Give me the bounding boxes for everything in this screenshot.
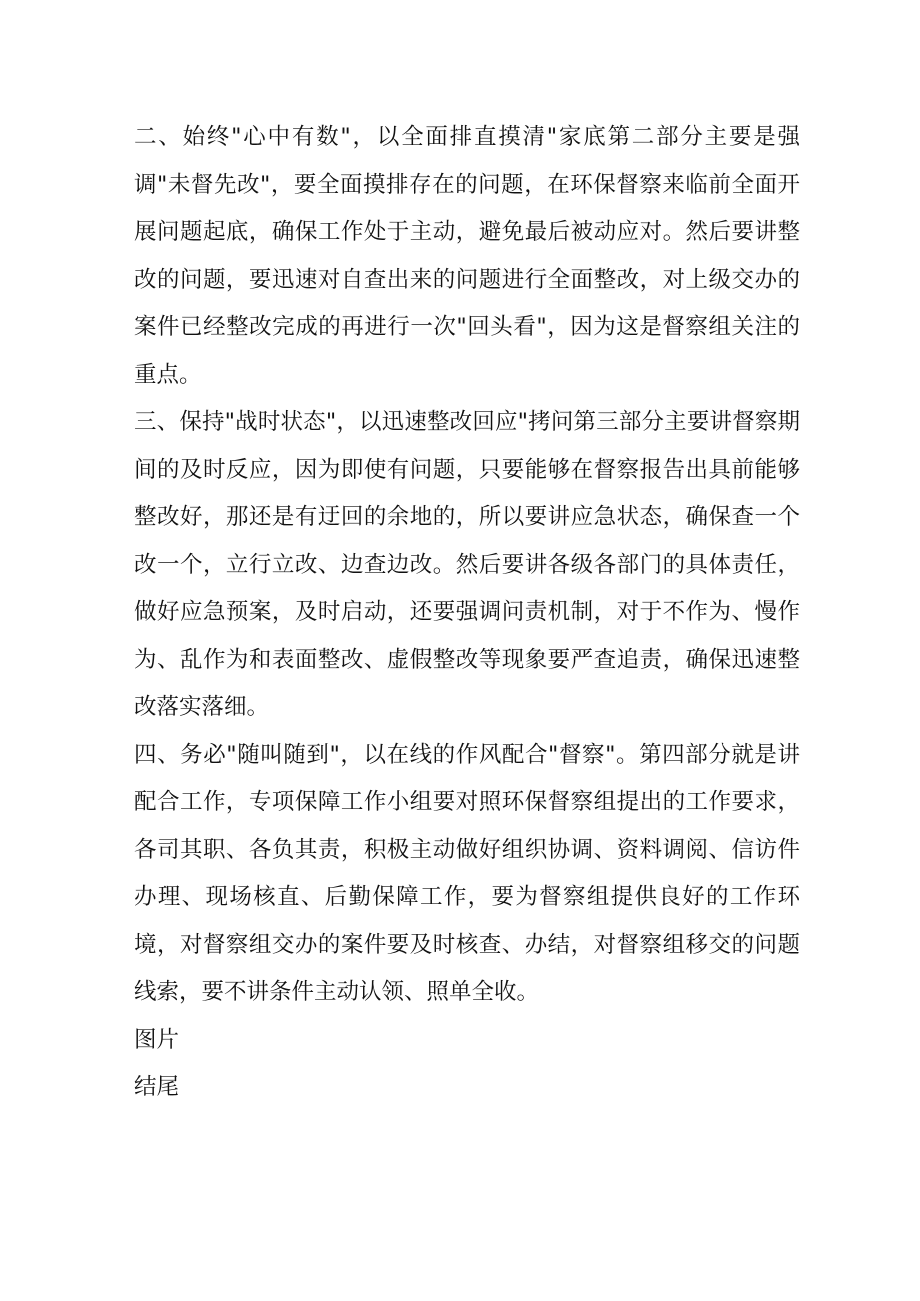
paragraph-section-two: 二、始终"心中有数"，以全面排直摸清"家底第二部分主要是强调"未督先改"，要全面摸排存在的问题，在环保督察来临前全面开展问题起底，确保工作处于主动，避免最后被动应对。然后要讲整改的问题，要迅速对自查出来的问题进行全面整改，对上级交办的案件已经整改完成的再进行一次"回头看"，因为这是督察组关注的重点。 [134,124,800,388]
ending-label: 结尾 [134,1074,180,1100]
image-label: 图片 [134,1026,180,1053]
paragraph-section-three: 三、保持"战时状态"，以迅速整改回应"拷问第三部分主要讲督察期间的及时反应，因为即使有问题，只要能够在督察报告出具前能够整改好，那还是有迂回的余地的，所以要讲应急状态，确保查一个改一个，立行立改、边查边改。然后要讲各级各部门的具体责任，做好应急预案，及时启动，还要强调问责机制，对于不作为、慢作为、乱作为和表面整改、虚假整改等现象要严查追责，确保迅速整改落实落细。 [134,409,800,720]
paragraph-section-four: 四、务必"随叫随到"，以在线的作风配合"督察"。第四部分就是讲配合工作，专项保障工作小组要对照环保督察组提出的工作要求，各司其职、各负其责，积极主动做好组织协调、资料调阅、信访件办理、现场核直、后勤保障工作，要为督察组提供良好的工作环境，对督察组交办的案件要及时核查、办结，对督察组移交的问题线索，要不讲条件主动认领、照单全收。 [134,741,800,1005]
document-body [134,114,800,1112]
